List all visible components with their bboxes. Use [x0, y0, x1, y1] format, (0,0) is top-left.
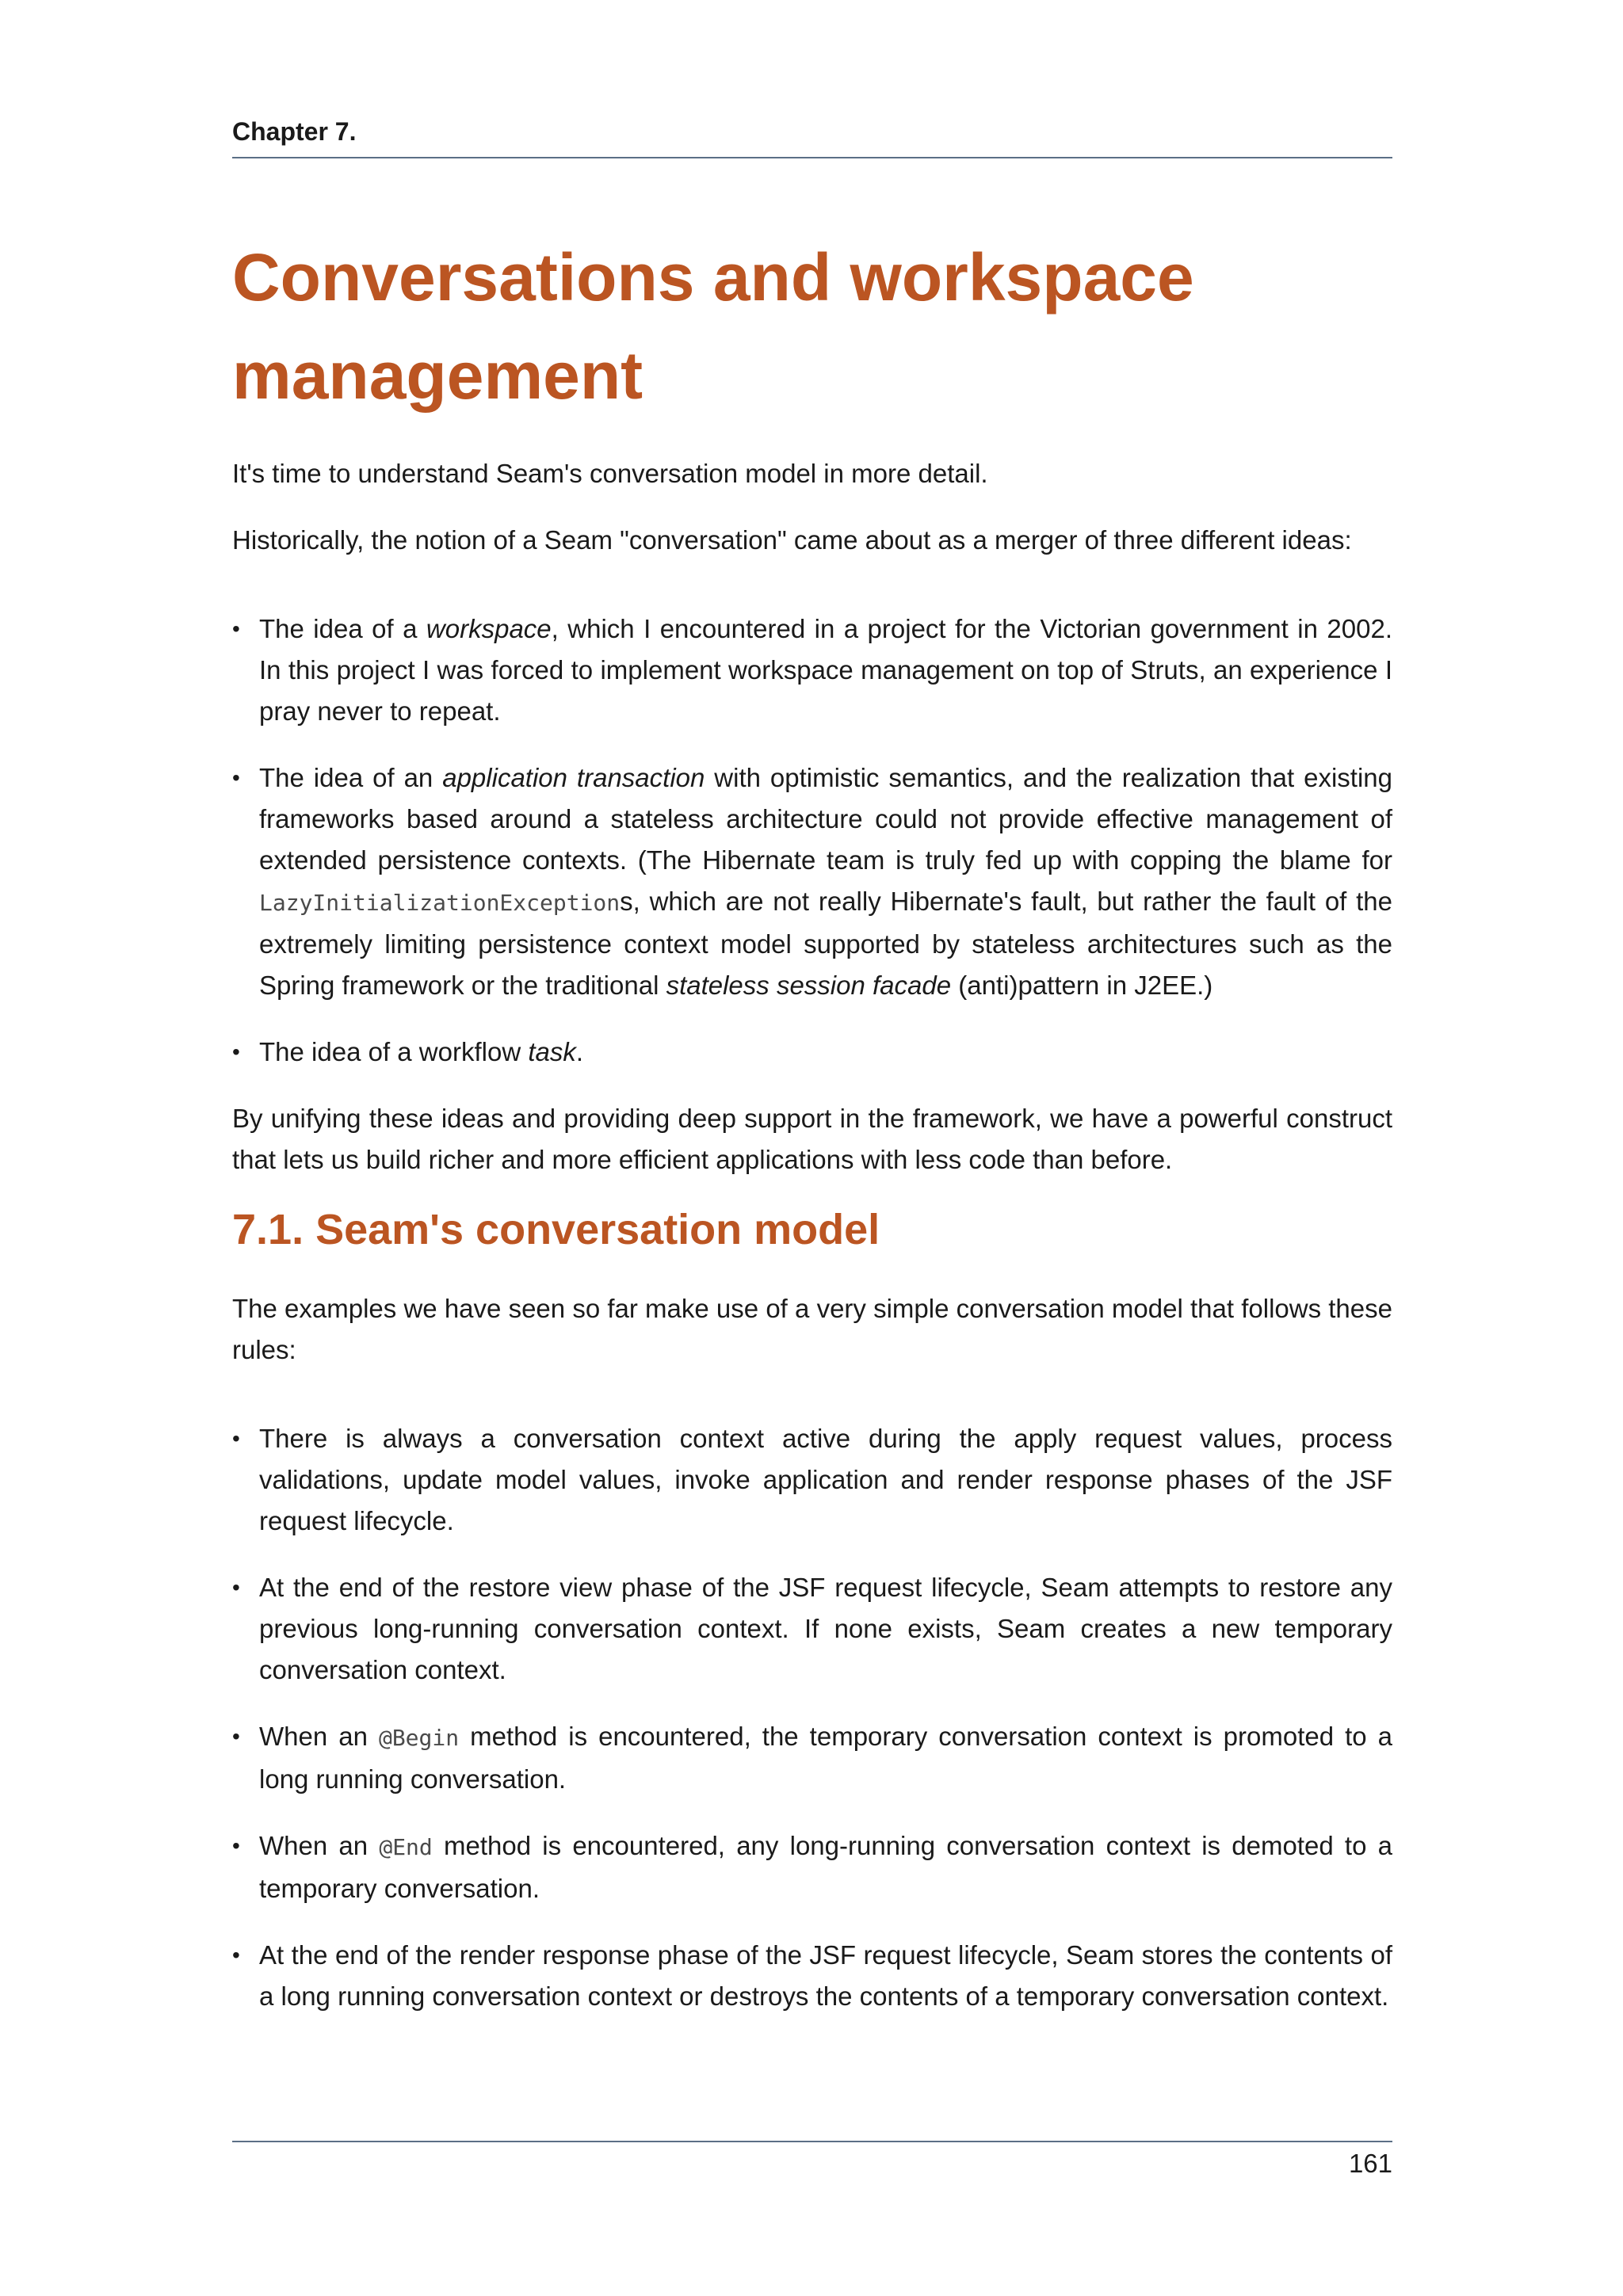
list-item	[232, 757, 1392, 1006]
section-intro-paragraph: The examples we have seen so far make use of a very simple conversation model that follows these rules:	[232, 1294, 1392, 1364]
bullet: •	[232, 1833, 240, 1858]
text-run: When an	[259, 1831, 380, 1860]
text-run: with optimistic semantics, and the realization that existing frameworks based around a stateless architecture could not provide effective management of extended persistence contexts. (The Hibernate team is truly fed up with copping the blame for	[259, 763, 1393, 875]
text-run: The idea of a	[259, 614, 426, 643]
bullet: •	[232, 616, 240, 641]
list-item	[232, 1418, 1392, 1542]
text-run: The idea of an	[259, 763, 443, 792]
rules-list	[232, 1418, 1392, 2017]
bullet: •	[232, 1724, 240, 1749]
list-item	[232, 1825, 1392, 1909]
text-run: At the end of the render response phase of the JSF request lifecycle, Seam stores the contents of a long running conversation context or destroys the contents of a temporary conversation context.	[259, 1940, 1392, 2011]
bullet: •	[232, 1039, 240, 1064]
page-body	[232, 453, 1392, 2042]
list-item	[232, 1032, 1392, 1073]
summary-paragraph: By unifying these ideas and providing deep support in the framework, we have a powerful construct that lets us build richer and more efficient applications with less code than before.	[232, 1104, 1392, 1174]
page-number: 161	[1348, 2149, 1392, 2178]
bullet: •	[232, 1426, 240, 1451]
list-item	[232, 1935, 1392, 2017]
intro-paragraph: It's time to understand Seam's conversation model in more detail.	[232, 459, 988, 488]
bullet: •	[232, 1943, 240, 1967]
code-literal: @Begin	[378, 1725, 460, 1751]
text-run: At the end of the restore view phase of the JSF request lifecycle, Seam attempts to restore any previous long-running conversation context. If none exists, Seam creates a new temporary conversation context.	[259, 1573, 1392, 1684]
section-title: 7.1. Seam's conversation model	[232, 1206, 880, 1253]
emphasis: stateless session facade	[666, 971, 952, 1000]
emphasis: task	[528, 1037, 576, 1066]
text-run: method is encountered, any long-running conversation context is demoted to a temporary conversation.	[259, 1831, 1392, 1903]
code-literal: LazyInitializationException	[259, 890, 621, 916]
text-run: .	[575, 1037, 584, 1066]
header-rule	[232, 157, 1392, 158]
emphasis: application transaction	[442, 763, 705, 792]
text-run: method is encountered, the temporary conversation context is promoted to a long running conversation.	[259, 1722, 1393, 1794]
list-item	[232, 1567, 1392, 1691]
code-literal: @End	[379, 1834, 433, 1860]
chapter-title: Conversations and workspace management	[232, 240, 1194, 413]
text-run: When an	[259, 1722, 379, 1751]
text-run: (anti)pattern in J2EE.)	[951, 971, 1213, 1000]
document-page	[232, 0, 1392, 2296]
text-run: s, which are not really Hibernate's fault, but rather the fault of the extremely limiting persistence context model supported by stateless architectures such as the Spring framework or the traditional	[259, 887, 1392, 1000]
text-run: There is always a conversation context active during the apply request values, process validations, update model values, invoke application and render response phases of the JSF request lifecycle.	[259, 1424, 1392, 1535]
emphasis: workspace	[426, 614, 552, 643]
ideas-list	[232, 608, 1392, 1073]
footer-rule	[232, 2141, 1392, 2142]
text-run: The idea of a workflow	[259, 1037, 529, 1066]
bullet: •	[232, 1575, 240, 1600]
history-paragraph: Historically, the notion of a Seam "conversation" came about as a merger of three different ideas:	[232, 525, 1352, 555]
list-item	[232, 608, 1392, 732]
text-run: , which I encountered in a project for the Victorian government in 2002. In this project I was forced to implement workspace management on top of Struts, an experience I pray never to repeat.	[259, 614, 1392, 726]
running-header: Chapter 7.	[232, 117, 357, 146]
list-item	[232, 1716, 1392, 1800]
bullet: •	[232, 765, 240, 790]
